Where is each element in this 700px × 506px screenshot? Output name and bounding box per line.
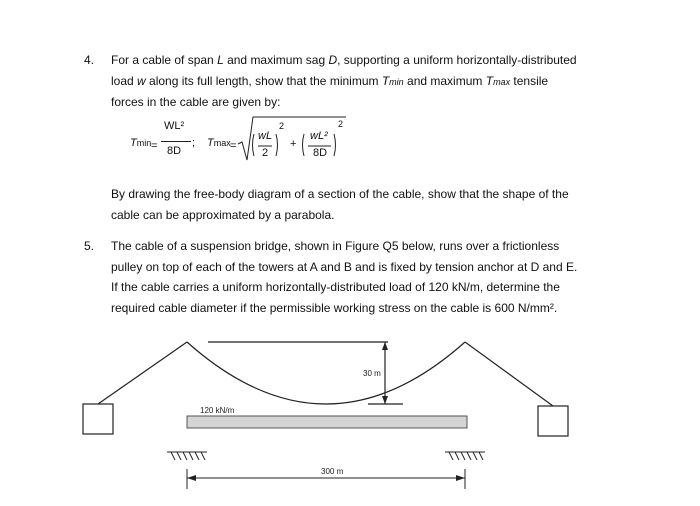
term1-denominator: 2 (262, 147, 269, 159)
span-arrow-left (187, 475, 196, 481)
term2-numerator: wL² (310, 130, 328, 142)
q4-para2-line-2: cable can be approximated by a parabola. (111, 207, 335, 222)
term1-numerator: wL (258, 130, 273, 142)
q5-line-2: pulley on top of each of the towers at A and B and is fixed by tension anchor at D and E. (111, 259, 578, 274)
q5-line-1: The cable of a suspension bridge, shown in Figure Q5 below, runs over a frictionless (111, 239, 560, 253)
backstay-left (98, 342, 187, 404)
sag-arrow-bottom (382, 396, 388, 404)
q4-line-1: For a cable of span L and maximum sag D, supporting a uniform horizontally-distributed (111, 53, 577, 67)
term1-exponent: 2 (279, 121, 285, 131)
question-4-number: 4. (84, 53, 95, 67)
anchor-block-left (83, 404, 113, 434)
tmin-denominator: 8D (167, 145, 182, 157)
term2-denominator: 8D (313, 147, 328, 159)
span-label: 300 m (321, 467, 344, 476)
ground-support-left (167, 452, 207, 460)
sag-arrow-top (382, 342, 388, 350)
term2-exponent: 2 (338, 119, 344, 129)
ground-support-right (445, 452, 485, 460)
span-arrow-right (456, 475, 465, 481)
semicolon: ; (192, 137, 196, 149)
q4-line-2: load w along its full length, show that the minimum Tmin and maximum Tmax tensile (111, 73, 549, 88)
main-cable (187, 342, 465, 404)
tmin-label: Tmin (130, 137, 152, 149)
q5-line-3: If the cable carries a uniform horizontally-distributed load of 120 kN/m, determine the (111, 280, 560, 294)
equals-sign: = (151, 140, 158, 152)
anchor-block-right (538, 406, 568, 436)
plus-sign: + (290, 138, 297, 150)
q5-line-4: required cable diameter if the permissible working stress on the cable is 600 N/mm². (111, 300, 558, 315)
tmin-numerator: WL² (164, 120, 185, 132)
load-label: 120 kN/m (200, 406, 235, 415)
tmax-label: Tmax (207, 137, 231, 149)
bridge-deck (187, 416, 467, 428)
equals-sign-2: = (230, 140, 237, 152)
sag-label: 30 m (363, 369, 381, 378)
question-5-number: 5. (84, 239, 95, 253)
q4-line-3: forces in the cable are given by: (111, 95, 281, 109)
q4-para2-line-1: By drawing the free-body diagram of a section of the cable, show that the shape of the (111, 187, 569, 201)
backstay-right (465, 342, 553, 406)
